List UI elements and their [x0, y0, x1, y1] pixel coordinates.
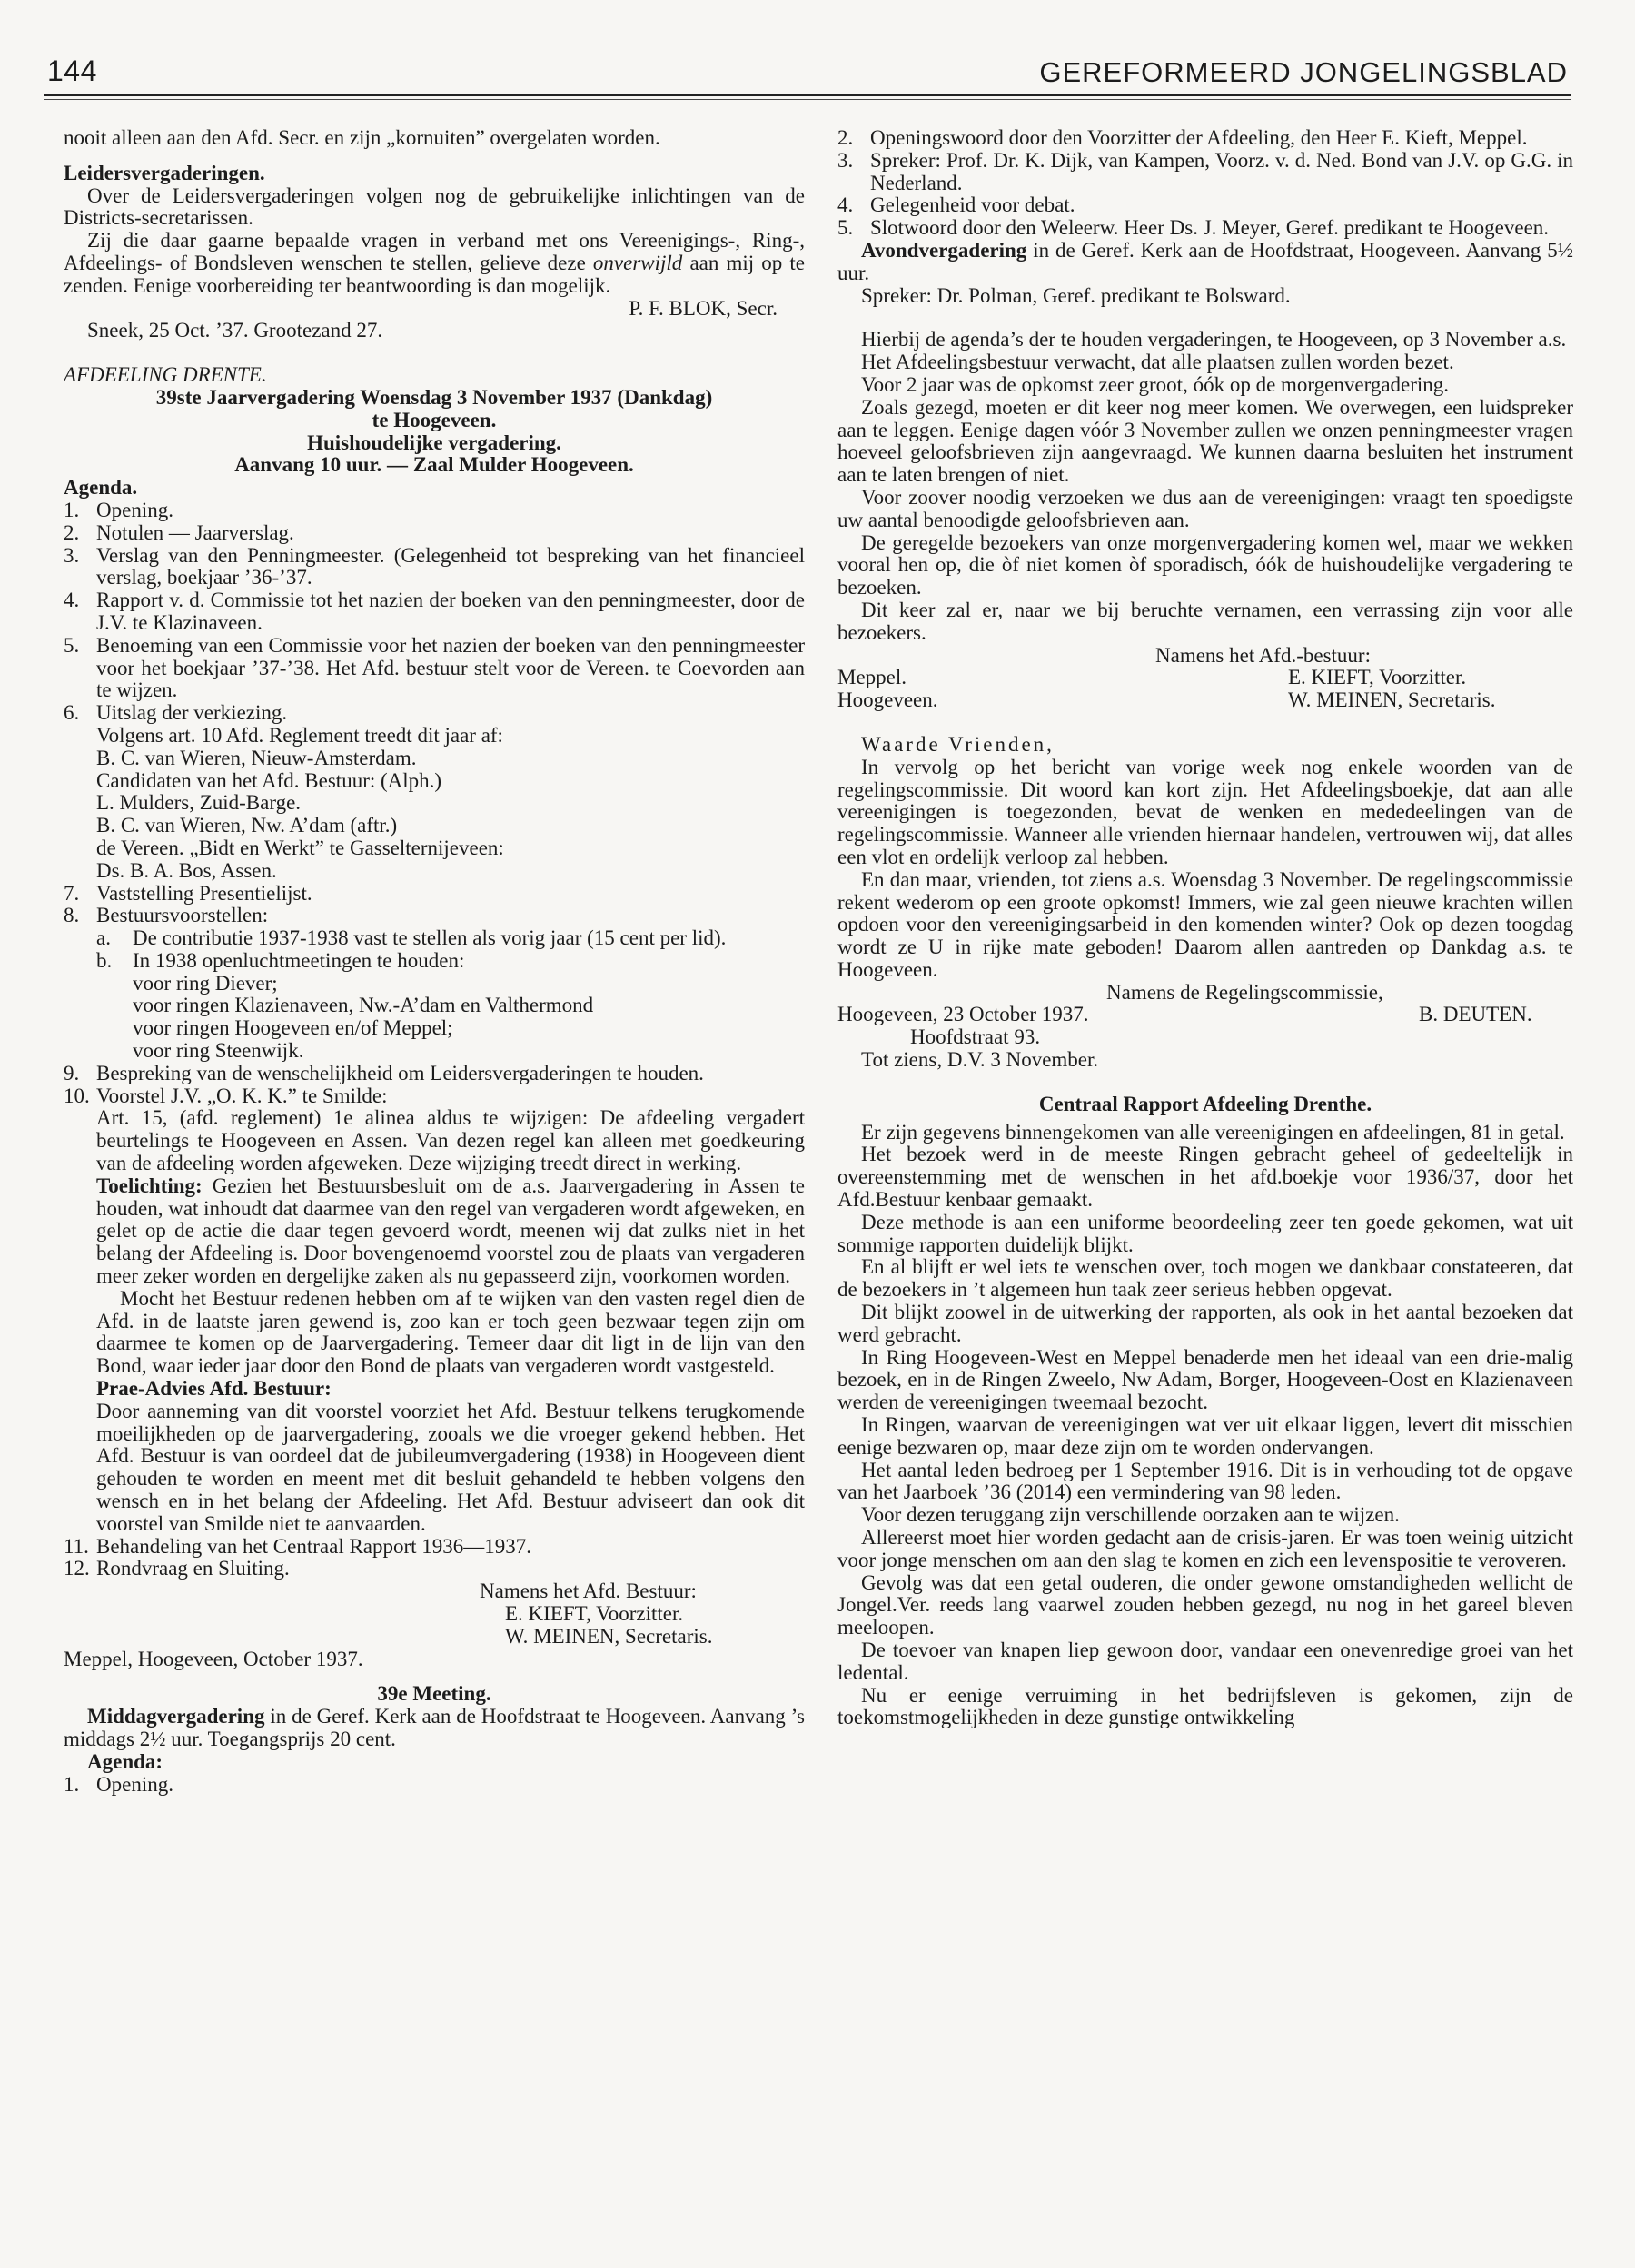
meeting-type: Huishoudelijke vergadering. — [307, 431, 561, 454]
agenda-subline: B. C. van Wieren, Nieuw-Amsterdam. — [96, 746, 417, 769]
signature-line: Hoogeveen, 23 October 1937. B. DEUTEN. — [837, 1003, 1532, 1026]
middag-paragraph: Middagvergadering in de Geref. Kerk aan de Hoofdstraat te Hoogeveen. Aanvang ’s middags 2½ uur. Toegangsprijs 20 cent. — [64, 1705, 805, 1750]
agenda-subline: voor ringen Klazienaveen, Nw.-A’dam en Valthermond — [133, 994, 594, 1017]
running-title: GEREFORMEERD JONGELINGSBLAD — [1039, 56, 1568, 88]
header-rule — [44, 94, 1571, 96]
report-paragraph: Dit blijkt zoowel in de uitwerking der rapporten, als ook in het aantal bezoeken dat werd gebracht. — [837, 1301, 1573, 1346]
agenda-item: 2. Notulen — Jaarverslag. — [64, 520, 294, 544]
letter-salutation: Waarde Vrienden, — [861, 732, 1055, 756]
agenda-item: 5. Benoeming van een Commissie voor het nazien der boeken van den penningmeester voor het boekjaar ’37-’38. Het Afd. bestuur stelt voor de Vereen. te Coevorden aan te wijzen. — [64, 633, 805, 702]
toelichting-2: Mocht het Bestuur redenen hebben om af te wijken van den vasten regel dien de Afd. in de laatste jaren gewend is, zoo kan er toch geen bezwaar tegen zijn om daarmee te komen op de Jaarvergadering. Temeer daar dit ligt in de lijn van den Bond, waar ieder jaar door den Bond de plaats van vergaderen wordt vastgesteld. — [96, 1286, 805, 1378]
leiders-paragraph: Over de Leidersvergaderingen volgen nog de gebruikelijke inlichtingen van de Districts-secretarissen. — [64, 183, 805, 230]
report-heading: Centraal Rapport Afdeeling Drenthe. — [1038, 1092, 1372, 1115]
agenda-item: 11. Behandeling van het Centraal Rapport 1936—1937. — [64, 1534, 532, 1558]
meeting-title: 39ste Jaarvergadering Woensdag 3 November 1937 (Dankdag) — [155, 385, 713, 409]
place-date: Meppel, Hoogeveen, October 1937. — [64, 1647, 363, 1670]
body-paragraph: De geregelde bezoekers van onze morgenvergadering komen wel, maar we wekken vooral hen op, die òf niet komen òf sporadisch, óók de huishoudelijke vergadering te bezoeken. — [837, 530, 1573, 599]
body-paragraph: Zoals gezegd, moeten er dit keer nog meer komen. We overwegen, een luidspreker aan te leggen. Eenige dagen vóór 3 November zullen we onzen penningmeester vragen hoeveel geloofsbrieven zijn aangevraagd. We kunnen daarna besluiten het instrument aan te laten brengen of niet. — [837, 395, 1573, 487]
signature-line: Hoogeveen. W. MEINEN, Secretaris. — [837, 688, 1496, 712]
report-paragraph: Het bezoek werd in de meeste Ringen gebracht geheel of gedeeltelijk in overeenstemming met de wenschen in het afd.boekje voor 1936/37, door het Afd.Bestuur kenbaar gemaakt. — [837, 1143, 1573, 1212]
prae-advies-label: Prae-Advies Afd. Bestuur: — [96, 1377, 332, 1401]
agenda-subline: voor ring Diever; — [133, 971, 278, 995]
section-heading-drente: AFDEELING DRENTE. — [64, 363, 267, 387]
agenda-item: 3. Verslag van den Penningmeester. (Gelegenheid tot bespreking van het financieel verslag, boekjaar ’36-’37. — [64, 543, 805, 589]
agenda-item: 1. Opening. — [64, 1772, 173, 1796]
agenda-subline: Candidaten van het Afd. Bestuur: (Alph.) — [96, 768, 442, 792]
left-column — [64, 127, 805, 1796]
signature-name: P. F. BLOK, Secr. — [629, 296, 778, 320]
agenda-item: 4. Gelegenheid voor debat. — [837, 193, 1075, 217]
report-paragraph: En al blijft er wel iets te wenschen over, toch mogen we dankbaar constateeren, dat de bezoekers in ’t algemeen hun taak zeer serieus hebben opgevat. — [837, 1255, 1573, 1302]
leiders-paragraph-2: Zij die daar gaarne bepaalde vragen in verband met ons Vereenigings-, Ring-, Afdeelings- of Bondsleven wenschen te stellen, gelieve deze onverwijld aan mij op te zenden. Eenige voorbereiding ter beantwoording is dan mogelijk. — [64, 229, 805, 297]
agenda-subline: Volgens art. 10 Afd. Reglement treedt dit jaar af: — [96, 723, 503, 747]
report-paragraph: Deze methode is aan een uniforme beoordeeling zeer ten goede gekomen, wat uit sommige rapporten duidelijk blijkt. — [837, 1210, 1573, 1256]
letter-paragraph: In vervolg op het bericht van vorige week nog enkele woorden van de regelingscommissie. Dit woord kan kort zijn. Het Afdeelingsboekje, dat aan alle vereenigingen is toegezonden, bevat de wenken en mededeelingen van de regelingscommissie. Wanneer alle vrienden hiernaar handelen, vertrouwen wij, dat alles een vlot en ordelijk verloop zal hebben. — [837, 755, 1573, 868]
agenda-item: 12. Rondvraag en Sluiting. — [64, 1557, 290, 1580]
agenda-subitem: a. De contributie 1937-1938 vast te stellen als vorig jaar (15 cent per lid). — [96, 926, 727, 950]
report-paragraph: In Ring Hoogeveen-West en Meppel benaderde men het ideaal van een drie-malig bezoek, en in de Ringen Zweelo, Nw Adam, Borger, Hoogeveen-Oost en Klazienaveen werden de vereenigingen tweemaal bezocht. — [837, 1345, 1573, 1414]
report-paragraph: In Ringen, waarvan de vereenigingen wat ver uit elkaar liggen, levert dit misschien eenige bezwaren op, maar deze zijn om te worden ondervangen. — [837, 1413, 1573, 1459]
meeting-location: te Hoogeveen. — [372, 408, 497, 431]
proposal-text: Art. 15, (afd. reglement) 1e alinea aldus te wijzigen: De afdeeling vergadert beurtelings te Hoogeveen en Assen. Van dezen regel kan alleen met goedkeuring van de afdeeling worden afgeweken. Deze wijziging treedt direct in werking. — [96, 1106, 805, 1175]
signature-place: Sneek, 25 Oct. ’37. Grootezand 27. — [87, 319, 383, 342]
agenda-item: 2. Openingswoord door den Voorzitter der Afdeeling, den Heer E. Kieft, Meppel. — [837, 126, 1528, 149]
agenda-subline: voor ring Steenwijk. — [133, 1039, 304, 1063]
body-paragraph: Dit keer zal er, naar we bij beruchte vernamen, een verrassing zijn voor alle bezoekers. — [837, 598, 1573, 644]
intro-text: nooit alleen aan den Afd. Secr. en zijn „kornuiten” overgelaten worden. — [64, 126, 660, 149]
right-column — [837, 127, 1573, 1729]
body-paragraph: Voor 2 jaar was de opkomst zeer groot, óók op de morgenvergadering. — [861, 372, 1450, 396]
letter-paragraph: En dan maar, vrienden, tot ziens a.s. Woensdag 3 November. De regelingscommissie rekent wederom op een groote opkomst! Immers, wie zal geen nieuwe krachten willen opdoen voor den vereenigingsarbeid in den komenden winter? Ook op dezen toogdag wordt ze U in rijke mate geboden! Daarom allen aantreden op Dankdag a.s. te Hoogeveen. — [837, 867, 1573, 981]
closing-line: Tot ziens, D.V. 3 November. — [861, 1048, 1099, 1072]
agenda-item: 6. Uitslag der verkiezing. — [64, 701, 288, 725]
agenda-subitem: b. In 1938 openluchtmeetingen te houden: — [96, 948, 465, 972]
meeting-heading: 39e Meeting. — [377, 1682, 491, 1706]
agenda-item: 4. Rapport v. d. Commissie tot het nazien der boeken van den penningmeester, door de J.V. te Klazinaveen. — [64, 589, 805, 634]
agenda-item: 3. Spreker: Prof. Dr. K. Dijk, van Kampen, Voorz. v. d. Ned. Bond van J.V. op G.G. in Nederland. — [837, 148, 1573, 194]
signature-namens: Namens het Afd. Bestuur: — [480, 1580, 697, 1603]
page-number: 144 — [47, 54, 97, 87]
address-line: Hoofdstraat 93. — [910, 1025, 1041, 1049]
report-paragraph: Nu er eenige verruiming in het bedrijfsleven is gekomen, zijn de toekomstmogelijkheden in deze gunstige ontwikkeling — [837, 1683, 1573, 1729]
agenda-subline: L. Mulders, Zuid-Barge. — [96, 791, 302, 815]
report-paragraph: Voor dezen teruggang zijn verschillende oorzaken aan te wijzen. — [861, 1503, 1400, 1527]
report-paragraph: Er zijn gegevens binnengekomen van alle vereenigingen en afdeelingen, 81 in getal. — [861, 1120, 1565, 1144]
agenda-item: 1. Opening. — [64, 498, 173, 521]
agenda-item: 5. Slotwoord door den Weleerw. Heer Ds. J. Meyer, Geref. predikant te Hoogeveen. — [837, 216, 1550, 240]
avond-paragraph: Avondvergadering in de Geref. Kerk aan de Hoofdstraat, Hoogeveen. Aanvang 5½ uur. — [837, 238, 1574, 284]
body-paragraph: Het Afdeelingsbestuur verwacht, dat alle plaatsen zullen worden bezet. — [861, 351, 1454, 374]
signature-meinen: W. MEINEN, Secretaris. — [505, 1624, 713, 1648]
report-paragraph: Gevolg was dat een getal ouderen, die onder gewone omstandigheden wellicht de Jongel.Ver. reeds lang vaarwel zouden hebben gezegd, nu nog in het gareel bleven meeloopen. — [837, 1570, 1573, 1639]
agenda-subline: Ds. B. A. Bos, Assen. — [96, 858, 277, 882]
report-paragraph: Allereerst moet hier worden gedacht aan de crisis-jaren. Er was toen weinig uitzicht voor jonge menschen om aan den slag te komen en zich een levenspositie te veroveren. — [837, 1526, 1573, 1571]
agenda-item: 9. Bespreking van de wenschelijkheid om Leidersvergaderingen te houden. — [64, 1061, 704, 1084]
leiders-heading: Leidersvergaderingen. — [64, 161, 265, 184]
toelichting: Toelichting: Gezien het Bestuursbesluit om de a.s. Jaarvergadering in Assen te houden, wat inhoudt dat daarmee van den regel van vergaderen wordt afgeweken, en gelet op de actie die daar tegen gevoerd wordt, meenen wij dat zulks niet in het belang der Afdeeling is. Door bovengenoemd voorstel zou de plaats van vergaderen meer zeker worden en dergelijke zaken als nu gepasseerd zijn, voorkomen worden. — [96, 1174, 805, 1288]
agenda-item: 7. Vaststelling Presentielijst. — [64, 881, 312, 905]
header-rule-thin — [44, 99, 1571, 100]
agenda-subline: B. C. van Wieren, Nw. A’dam (aftr.) — [96, 814, 398, 837]
signature-namens: Namens de Regelingscommissie, — [1106, 980, 1383, 1004]
signature-namens: Namens het Afd.-bestuur: — [1155, 643, 1371, 667]
body-paragraph: Voor zoover noodig verzoeken we dus aan de vereenigingen: vraagt ten spoedigste uw aantal benoodigde geloofsbrieven aan. — [837, 485, 1573, 531]
report-paragraph: De toevoer van knapen liep gewoon door, vandaar een onevenredige groei van het ledental. — [837, 1639, 1573, 1684]
agenda-label-2: Agenda: — [87, 1749, 164, 1773]
agenda-item: 10. Voorstel J.V. „O. K. K.” te Smilde: — [64, 1084, 388, 1107]
signature-kieft: E. KIEFT, Voorzitter. — [505, 1602, 684, 1625]
agenda-subline: de Vereen. „Bidt en Werkt” te Gasselternijeveen: — [96, 836, 504, 859]
body-paragraph: Hierbij de agenda’s der te houden vergaderingen, te Hoogeveen, op 3 November a.s. — [861, 328, 1567, 352]
agenda-label: Agenda. — [64, 476, 138, 500]
agenda-subline: voor ringen Hoogeveen en/of Meppel; — [133, 1016, 453, 1040]
agenda-item: 8. Bestuursvoorstellen: — [64, 904, 269, 927]
signature-line: Meppel. E. KIEFT, Voorzitter. — [837, 666, 1467, 689]
spreker-line: Spreker: Dr. Polman, Geref. predikant te Bolsward. — [861, 283, 1291, 307]
report-paragraph: Het aantal leden bedroeg per 1 September 1916. Dit is in verhouding tot de opgave van het Jaarboek ’36 (2014) een vermindering van 98 leden. — [837, 1458, 1573, 1504]
prae-advies-text: Door aanneming van dit voorstel voorziet het Afd. Bestuur telkens terugkomende moeilijkheden op de jaarvergadering, zooals we die vroeger gekend hebben. Het Afd. Bestuur is van oordeel dat de jubileumvergadering (1938) in Hoogeveen dient gehouden te worden en meent met dit besluit gehandeld te hebben volgens den wensch en in het belang der Afdeeling. Het Afd. Bestuur adviseert dan ook dit voorstel van Smilde niet te aanvaarden. — [96, 1399, 805, 1535]
meeting-time: Aanvang 10 uur. — Zaal Mulder Hoogeveen. — [234, 453, 634, 477]
